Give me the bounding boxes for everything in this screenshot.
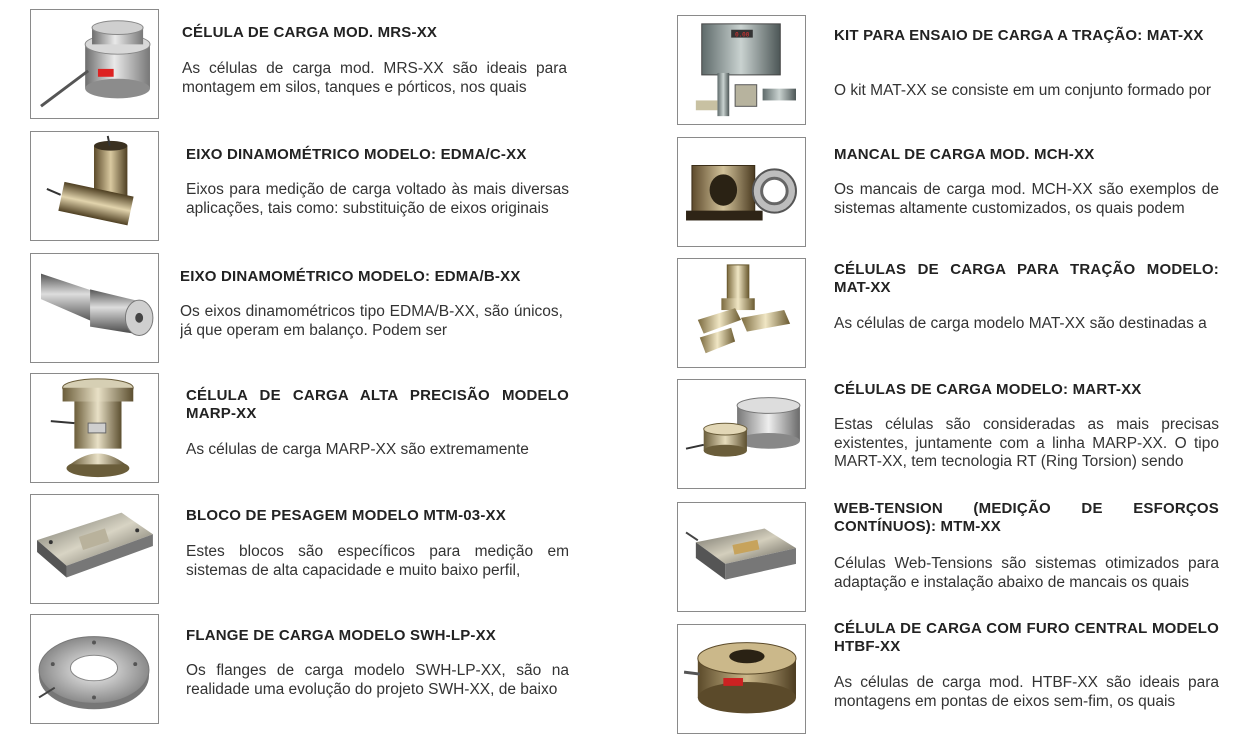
product-title[interactable]: CÉLULA DE CARGA COM FURO CENTRAL MODELO HTBF-XX — [834, 620, 1219, 655]
product-image-mart[interactable] — [677, 379, 806, 489]
product-description: Eixos para medição de carga voltado às mais diversas aplicações, tais como: substituição de eixos originais — [186, 181, 569, 217]
product-description: As células de carga mod. HTBF-XX são ideais para montagens em pontas de eixos sem-fim, os quais — [834, 674, 1219, 710]
product-description: Os mancais de carga mod. MCH-XX são exemplos de sistemas altamente customizados, os quais podem — [834, 181, 1219, 217]
product-title[interactable]: KIT PARA ENSAIO DE CARGA A TRAÇÃO: MAT-XX — [834, 27, 1204, 44]
product-description: Estes blocos são específicos para medição em sistemas de alta capacidade e muito baixo perfil, — [186, 543, 569, 579]
product-image-edmab[interactable] — [30, 253, 159, 363]
product-title[interactable]: CÉLULA DE CARGA ALTA PRECISÃO MODELO MARP-XX — [186, 387, 569, 422]
product-description: As células de carga modelo MAT-XX são destinadas a — [834, 315, 1207, 332]
product-title[interactable]: CÉLULAS DE CARGA PARA TRAÇÃO MODELO: MAT-XX — [834, 261, 1219, 296]
product-image-htbf[interactable] — [677, 624, 806, 734]
svg-text:0.00: 0.00 — [735, 32, 750, 39]
product-title[interactable]: FLANGE DE CARGA MODELO SWH-LP-XX — [186, 627, 497, 644]
product-image-web-tension[interactable] — [677, 502, 806, 612]
product-image-mtm[interactable] — [30, 494, 159, 604]
product-description: As células de carga mod. MRS-XX são ideais para montagem em silos, tanques e pórticos, nos quais — [182, 60, 567, 96]
product-image-mrs[interactable] — [30, 9, 159, 119]
product-description: Os eixos dinamométricos tipo EDMA/B-XX, são únicos, já que operam em balanço. Podem ser — [180, 303, 563, 339]
product-title[interactable]: EIXO DINAMOMÉTRICO MODELO: EDMA/C-XX — [186, 146, 527, 163]
product-description: O kit MAT-XX se consiste em um conjunto formado por — [834, 82, 1212, 99]
product-image-mch[interactable] — [677, 137, 806, 247]
product-image-edmac[interactable] — [30, 131, 159, 241]
product-description: Estas células são consideradas as mais precisas existentes, juntamente com a linha MARP-XX. O tipo MART-XX, tem tecnologia RT (Ring Torsion) sendo — [834, 416, 1219, 470]
product-description: Células Web-Tensions são sistemas otimizados para adaptação e instalação abaixo de mancais os quais — [834, 555, 1219, 591]
product-title[interactable]: CÉLULAS DE CARGA MODELO: MART-XX — [834, 381, 1142, 398]
product-title[interactable]: EIXO DINAMOMÉTRICO MODELO: EDMA/B-XX — [180, 268, 521, 285]
product-image-swh[interactable] — [30, 614, 159, 724]
product-title[interactable]: WEB-TENSION (MEDIÇÃO DE ESFORÇOS CONTÍNUOS): MTM-XX — [834, 500, 1219, 535]
product-description: Os flanges de carga modelo SWH-LP-XX, são na realidade uma evolução do projeto SWH-XX, de baixo — [186, 662, 569, 698]
product-description: As células de carga MARP-XX são extremamente — [186, 441, 529, 458]
product-title[interactable]: MANCAL DE CARGA MOD. MCH-XX — [834, 146, 1095, 163]
product-title[interactable]: BLOCO DE PESAGEM MODELO MTM-03-XX — [186, 507, 506, 524]
product-image-marp[interactable] — [30, 373, 159, 483]
product-image-mat-cells[interactable] — [677, 258, 806, 368]
product-image-kit-mat[interactable] — [677, 15, 806, 125]
product-title[interactable]: CÉLULA DE CARGA MOD. MRS-XX — [182, 24, 438, 41]
